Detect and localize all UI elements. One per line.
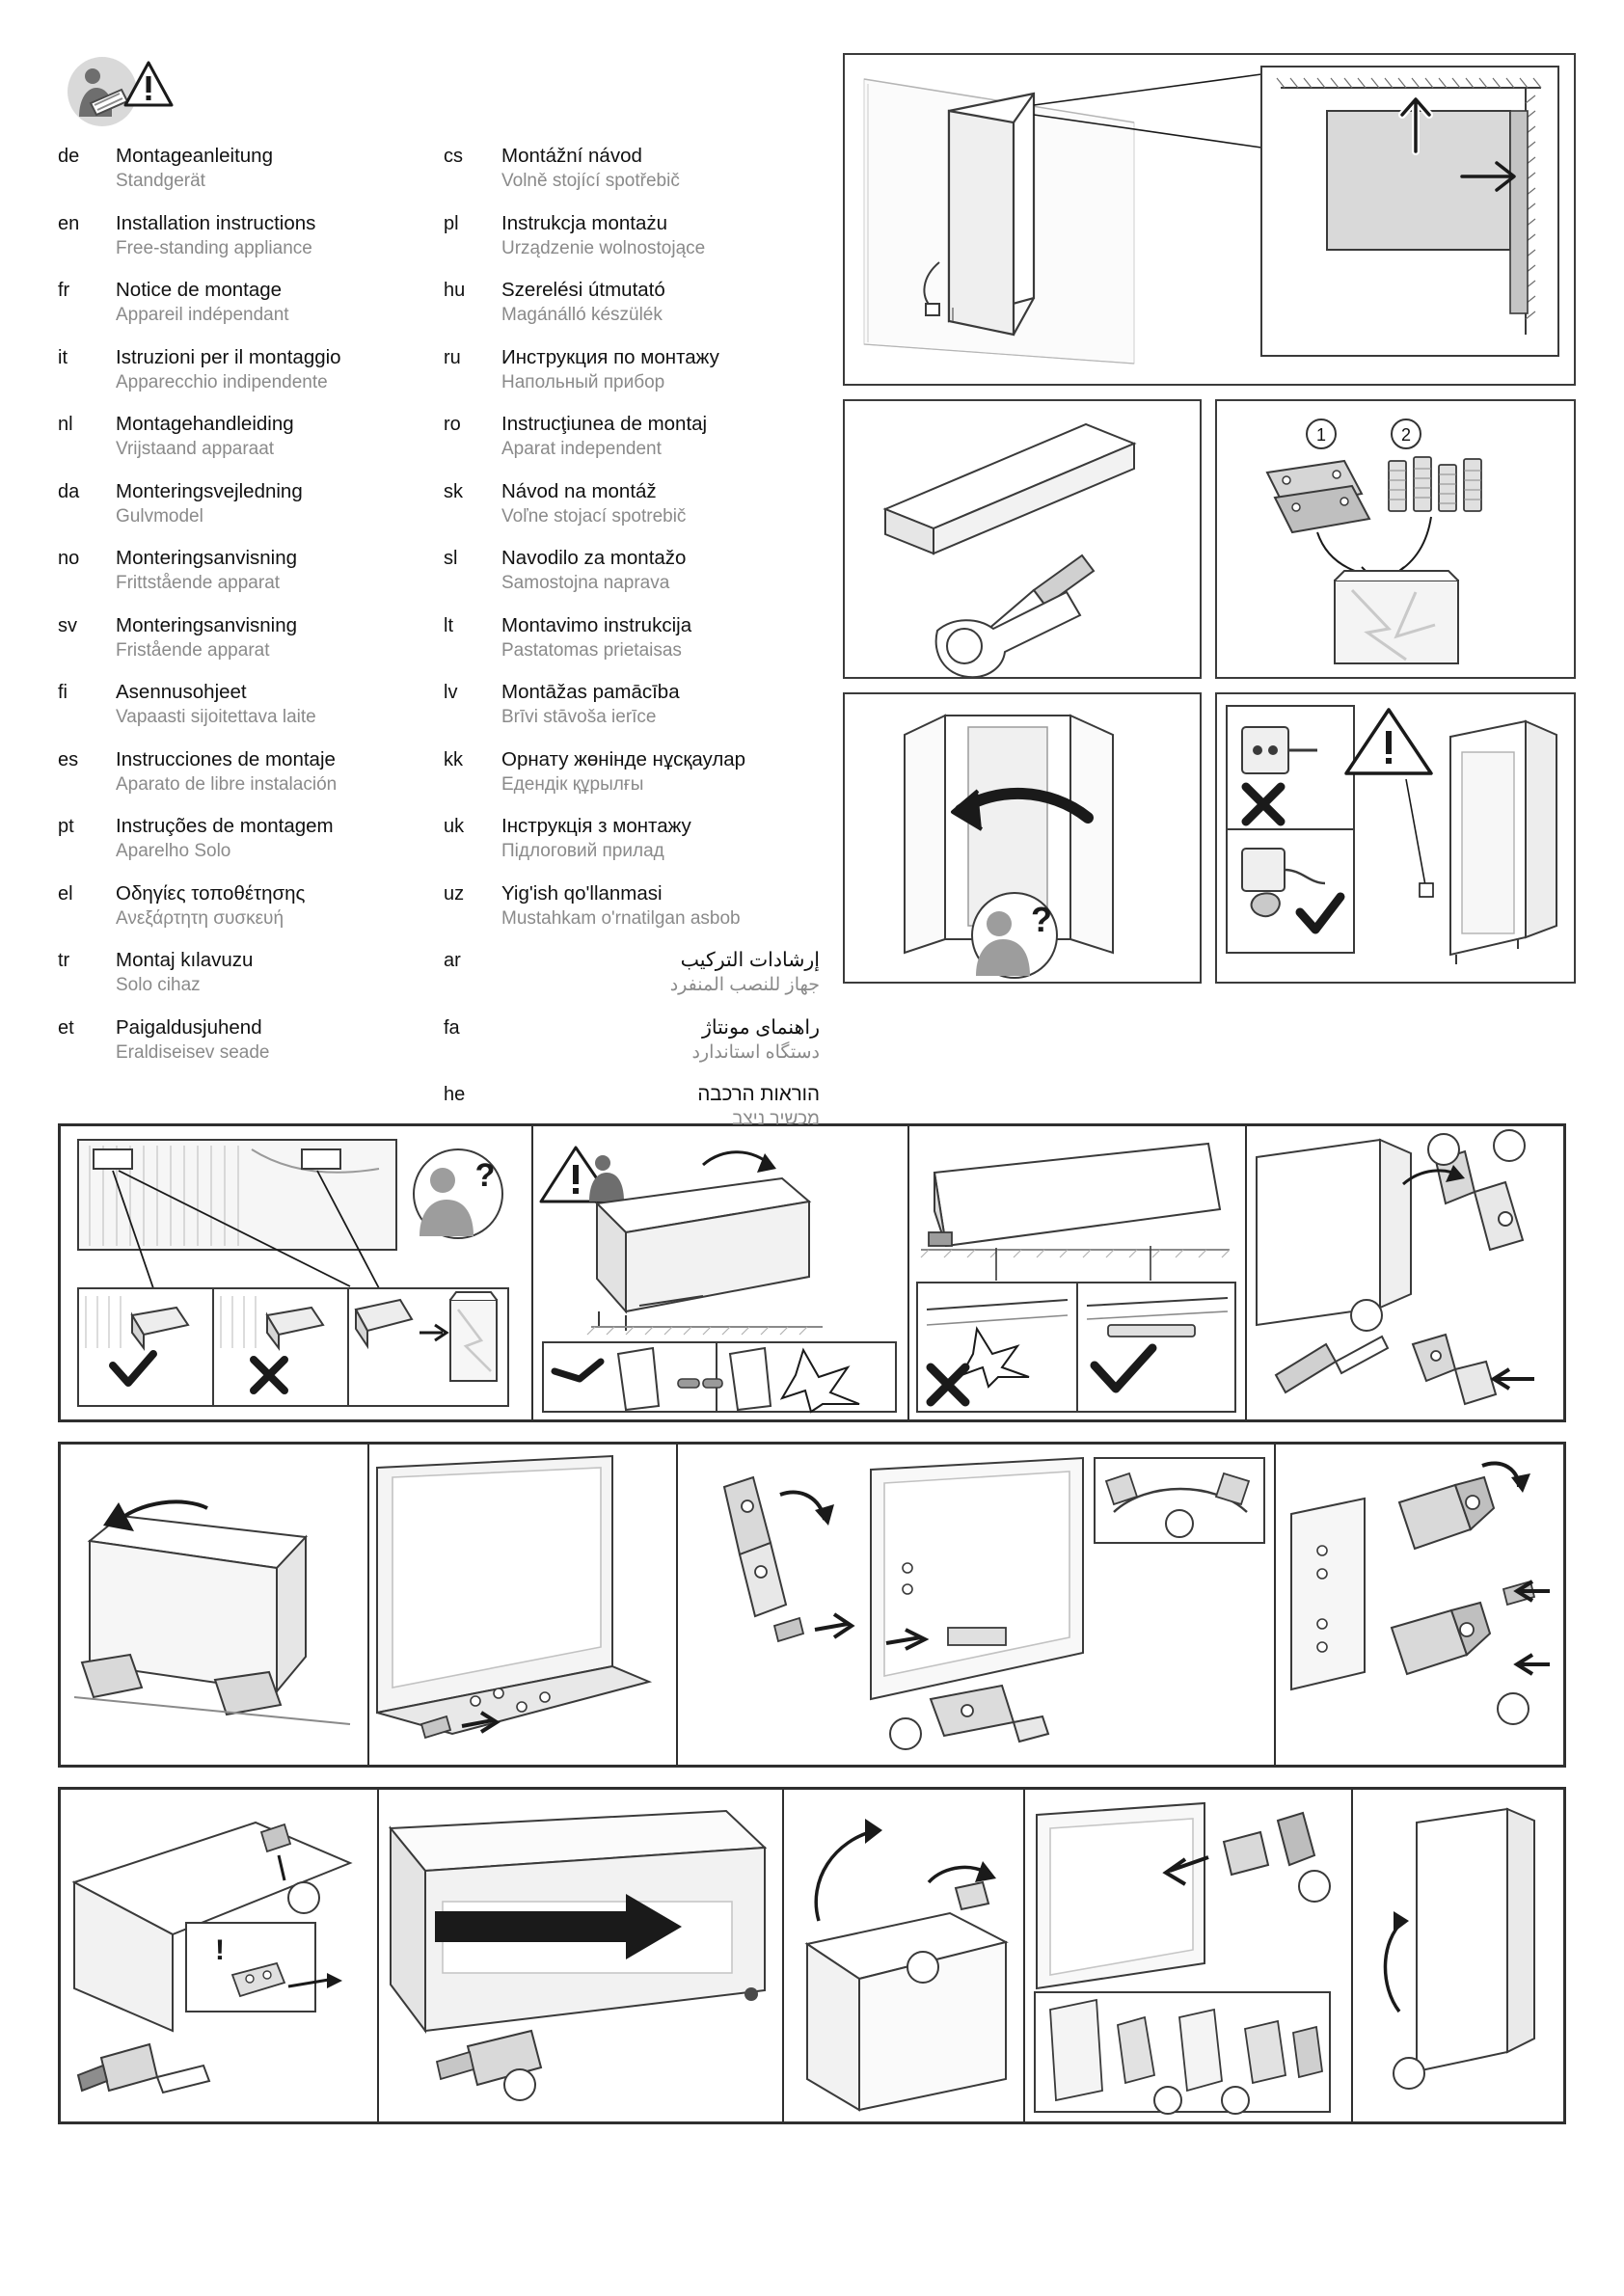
svg-text:1: 1	[1315, 425, 1327, 445]
language-subtitle: Magánálló készülék	[501, 305, 663, 325]
language-code: pl	[444, 212, 459, 234]
language-subtitle: מכשיר ניצב	[732, 1109, 820, 1129]
language-subtitle: Volně stojící spotřebič	[501, 171, 680, 191]
packaging-support-cell	[61, 1445, 369, 1765]
language-title: Montageanleitung	[116, 145, 273, 167]
language-row	[444, 144, 820, 193]
language-subtitle: Mustahkam o'rnatilgan asbob	[501, 907, 741, 929]
lower-bracket-screws-cell	[369, 1445, 678, 1765]
language-code: kk	[444, 748, 463, 770]
language-title: Monteringsvejledning	[116, 479, 303, 502]
language-row	[58, 546, 434, 595]
language-title: Instrucţiunea de montaj	[501, 413, 708, 435]
language-code: fa	[444, 1016, 460, 1039]
language-row	[444, 680, 820, 729]
interior-cover-removal-cell	[61, 1126, 533, 1419]
language-code: fi	[58, 682, 68, 703]
language-title: הוראות הרכבה	[697, 1083, 820, 1105]
language-row	[58, 144, 434, 193]
hinge-bracket-swap-cell	[678, 1445, 1276, 1765]
door-slide-on-cell	[379, 1790, 784, 2121]
question-mark-label: ?	[1031, 900, 1052, 939]
language-title: Istruzioni per il montaggio	[116, 345, 341, 368]
language-subtitle: Vapaasti sijoitettava laite	[116, 707, 316, 727]
language-title: Yig'ish qo'llanmasi	[501, 881, 663, 905]
door-refit-band	[58, 1787, 1566, 2124]
language-code: et	[58, 1016, 74, 1039]
language-subtitle: دستگاه استاندارد	[691, 1041, 820, 1063]
language-subtitle: Free-standing appliance	[116, 237, 312, 258]
language-code: sl	[444, 548, 458, 569]
language-subtitle: Pastatomas prietaisas	[501, 639, 682, 661]
language-subtitle: Fristående apparat	[116, 639, 270, 661]
hinge-pin-removal-cell	[1247, 1126, 1563, 1419]
language-title: Asennusohjeet	[116, 681, 247, 703]
language-subtitle: Frittstående apparat	[116, 573, 281, 593]
language-title: Monteringsanvisning	[116, 613, 298, 636]
hinge-pin-refit-cell	[1276, 1445, 1563, 1765]
language-subtitle: Gulvmodel	[116, 505, 203, 527]
language-title: Instrucciones de montaje	[116, 747, 336, 770]
language-code: ar	[444, 950, 461, 971]
language-code: lt	[444, 614, 453, 636]
language-code: hu	[444, 280, 466, 301]
language-row	[444, 479, 820, 528]
language-column-left	[58, 144, 434, 1149]
appliance-in-niche-panel	[843, 53, 1576, 386]
language-row	[444, 546, 820, 595]
language-title: Инструкция по монтажу	[501, 345, 719, 368]
language-title: راهنمای مونتاژ	[701, 1015, 820, 1039]
tools-panel	[843, 399, 1202, 679]
language-row	[58, 814, 434, 863]
language-subtitle: Eraldiseisev seade	[116, 1041, 270, 1063]
top-pin-insert-cell	[61, 1790, 379, 2121]
language-row	[444, 412, 820, 461]
language-subtitle: Appareil indépendant	[116, 305, 289, 325]
language-code: lv	[444, 682, 458, 703]
hinge-cover-removal-band	[58, 1123, 1566, 1422]
final-door-check-cell	[1353, 1790, 1563, 2121]
language-title: Navodilo za montažo	[501, 547, 687, 569]
svg-text:?: ?	[474, 1157, 496, 1194]
language-row	[58, 747, 434, 797]
language-subtitle: Aparelho Solo	[116, 841, 231, 861]
language-code: uk	[444, 816, 465, 837]
language-title: Instruções de montagem	[116, 815, 334, 837]
language-row	[58, 345, 434, 394]
language-title: Paigaldusjuhend	[116, 1015, 262, 1039]
language-title: Notice de montage	[116, 279, 283, 301]
language-row	[444, 345, 820, 394]
language-code: de	[58, 146, 80, 167]
language-code: cs	[444, 146, 463, 167]
language-code: no	[58, 548, 80, 569]
language-row	[444, 1082, 820, 1131]
door-transfer-band	[58, 1442, 1566, 1768]
language-title: Installation instructions	[116, 211, 316, 234]
language-subtitle: جهاز للنصب المنفرد	[669, 975, 820, 995]
language-title: Návod na montáž	[501, 479, 657, 502]
language-title: Інструкція з монтажу	[501, 815, 691, 837]
cover-pictogram	[58, 53, 820, 128]
language-code: ru	[444, 346, 461, 368]
language-code: el	[58, 882, 73, 905]
language-title: Montavimo instrukcija	[501, 613, 692, 636]
language-row	[58, 1015, 434, 1065]
language-subtitle: Voľne stojací spotrebič	[501, 505, 687, 527]
language-row	[444, 814, 820, 863]
language-row	[444, 747, 820, 797]
language-subtitle: Aparat independent	[501, 439, 662, 459]
language-code: en	[58, 212, 80, 234]
language-subtitle: Едендік құрылғы	[501, 773, 644, 795]
appliance-on-side-warning-cell	[533, 1126, 909, 1419]
language-code: da	[58, 480, 80, 502]
language-code: fr	[58, 280, 70, 301]
alert-exclamation-label: !	[215, 1934, 225, 1966]
language-code: nl	[58, 414, 73, 435]
language-title: Οδηγίες τοποθέτησης	[116, 881, 306, 905]
language-title: Instrukcja montażu	[501, 211, 668, 234]
language-code: sk	[444, 480, 463, 502]
cover-illustration-column	[843, 53, 1576, 984]
language-row	[58, 278, 434, 327]
language-subtitle: Напольный прибор	[501, 371, 665, 392]
language-code: tr	[58, 950, 70, 971]
language-title: Montaj kılavuzu	[116, 949, 254, 971]
language-column-right	[444, 144, 820, 1149]
language-row	[58, 479, 434, 528]
language-code: it	[58, 346, 68, 368]
language-subtitle: Vrijstaand apparaat	[116, 439, 275, 459]
language-row	[58, 211, 434, 260]
language-title: Montāžas pamācība	[501, 681, 680, 703]
lay-down-correctly-cell	[909, 1126, 1247, 1419]
language-subtitle: Samostojna naprava	[501, 573, 670, 593]
door-swing-direction-panel	[843, 692, 1202, 984]
language-row	[444, 948, 820, 997]
language-subtitle: Aparato de libre instalación	[116, 773, 338, 795]
language-row	[58, 412, 434, 461]
language-row	[444, 278, 820, 327]
language-code: pt	[58, 816, 74, 837]
language-row	[444, 613, 820, 662]
language-title: إرشادات التركيب	[680, 949, 820, 971]
language-title: Орнату жөнінде нұсқаулар	[501, 747, 746, 770]
language-title: Monteringsanvisning	[116, 547, 298, 569]
language-subtitle: Apparecchio indipendente	[116, 371, 328, 392]
language-row	[58, 881, 434, 931]
language-subtitle: Urządzenie wolnostojące	[501, 237, 706, 258]
language-row	[58, 613, 434, 662]
language-title: Montážní návod	[501, 145, 642, 167]
language-subtitle: Підлоговий прилад	[501, 841, 664, 861]
language-row	[58, 680, 434, 729]
language-code: es	[58, 748, 79, 770]
language-row	[444, 1015, 820, 1065]
top-area	[58, 53, 1566, 1129]
language-title: Montagehandleiding	[116, 413, 294, 435]
language-subtitle: Solo cihaz	[116, 975, 201, 995]
person-reading-manual-icon	[68, 57, 137, 126]
handle-transfer-cell	[1025, 1790, 1353, 2121]
svg-text:2: 2	[1400, 425, 1412, 445]
language-list-block	[58, 53, 820, 1149]
language-subtitle: Standgerät	[116, 171, 205, 191]
parts-bag-panel	[1215, 399, 1576, 679]
language-row	[58, 948, 434, 997]
language-row	[444, 211, 820, 260]
language-code: he	[444, 1084, 466, 1105]
language-code: sv	[58, 614, 77, 636]
language-subtitle: Ανεξάρτητη συσκευή	[116, 907, 284, 929]
niche-clearance-detail	[1261, 67, 1558, 356]
door-lift-close-cell	[784, 1790, 1025, 2121]
unplug-before-work-panel	[1215, 692, 1576, 984]
language-code: uz	[444, 882, 465, 905]
language-title: Szerelési útmutató	[501, 279, 665, 301]
language-code: ro	[444, 414, 461, 435]
language-subtitle: Brīvi stāvoša ierīce	[501, 707, 657, 727]
language-row	[444, 881, 820, 931]
